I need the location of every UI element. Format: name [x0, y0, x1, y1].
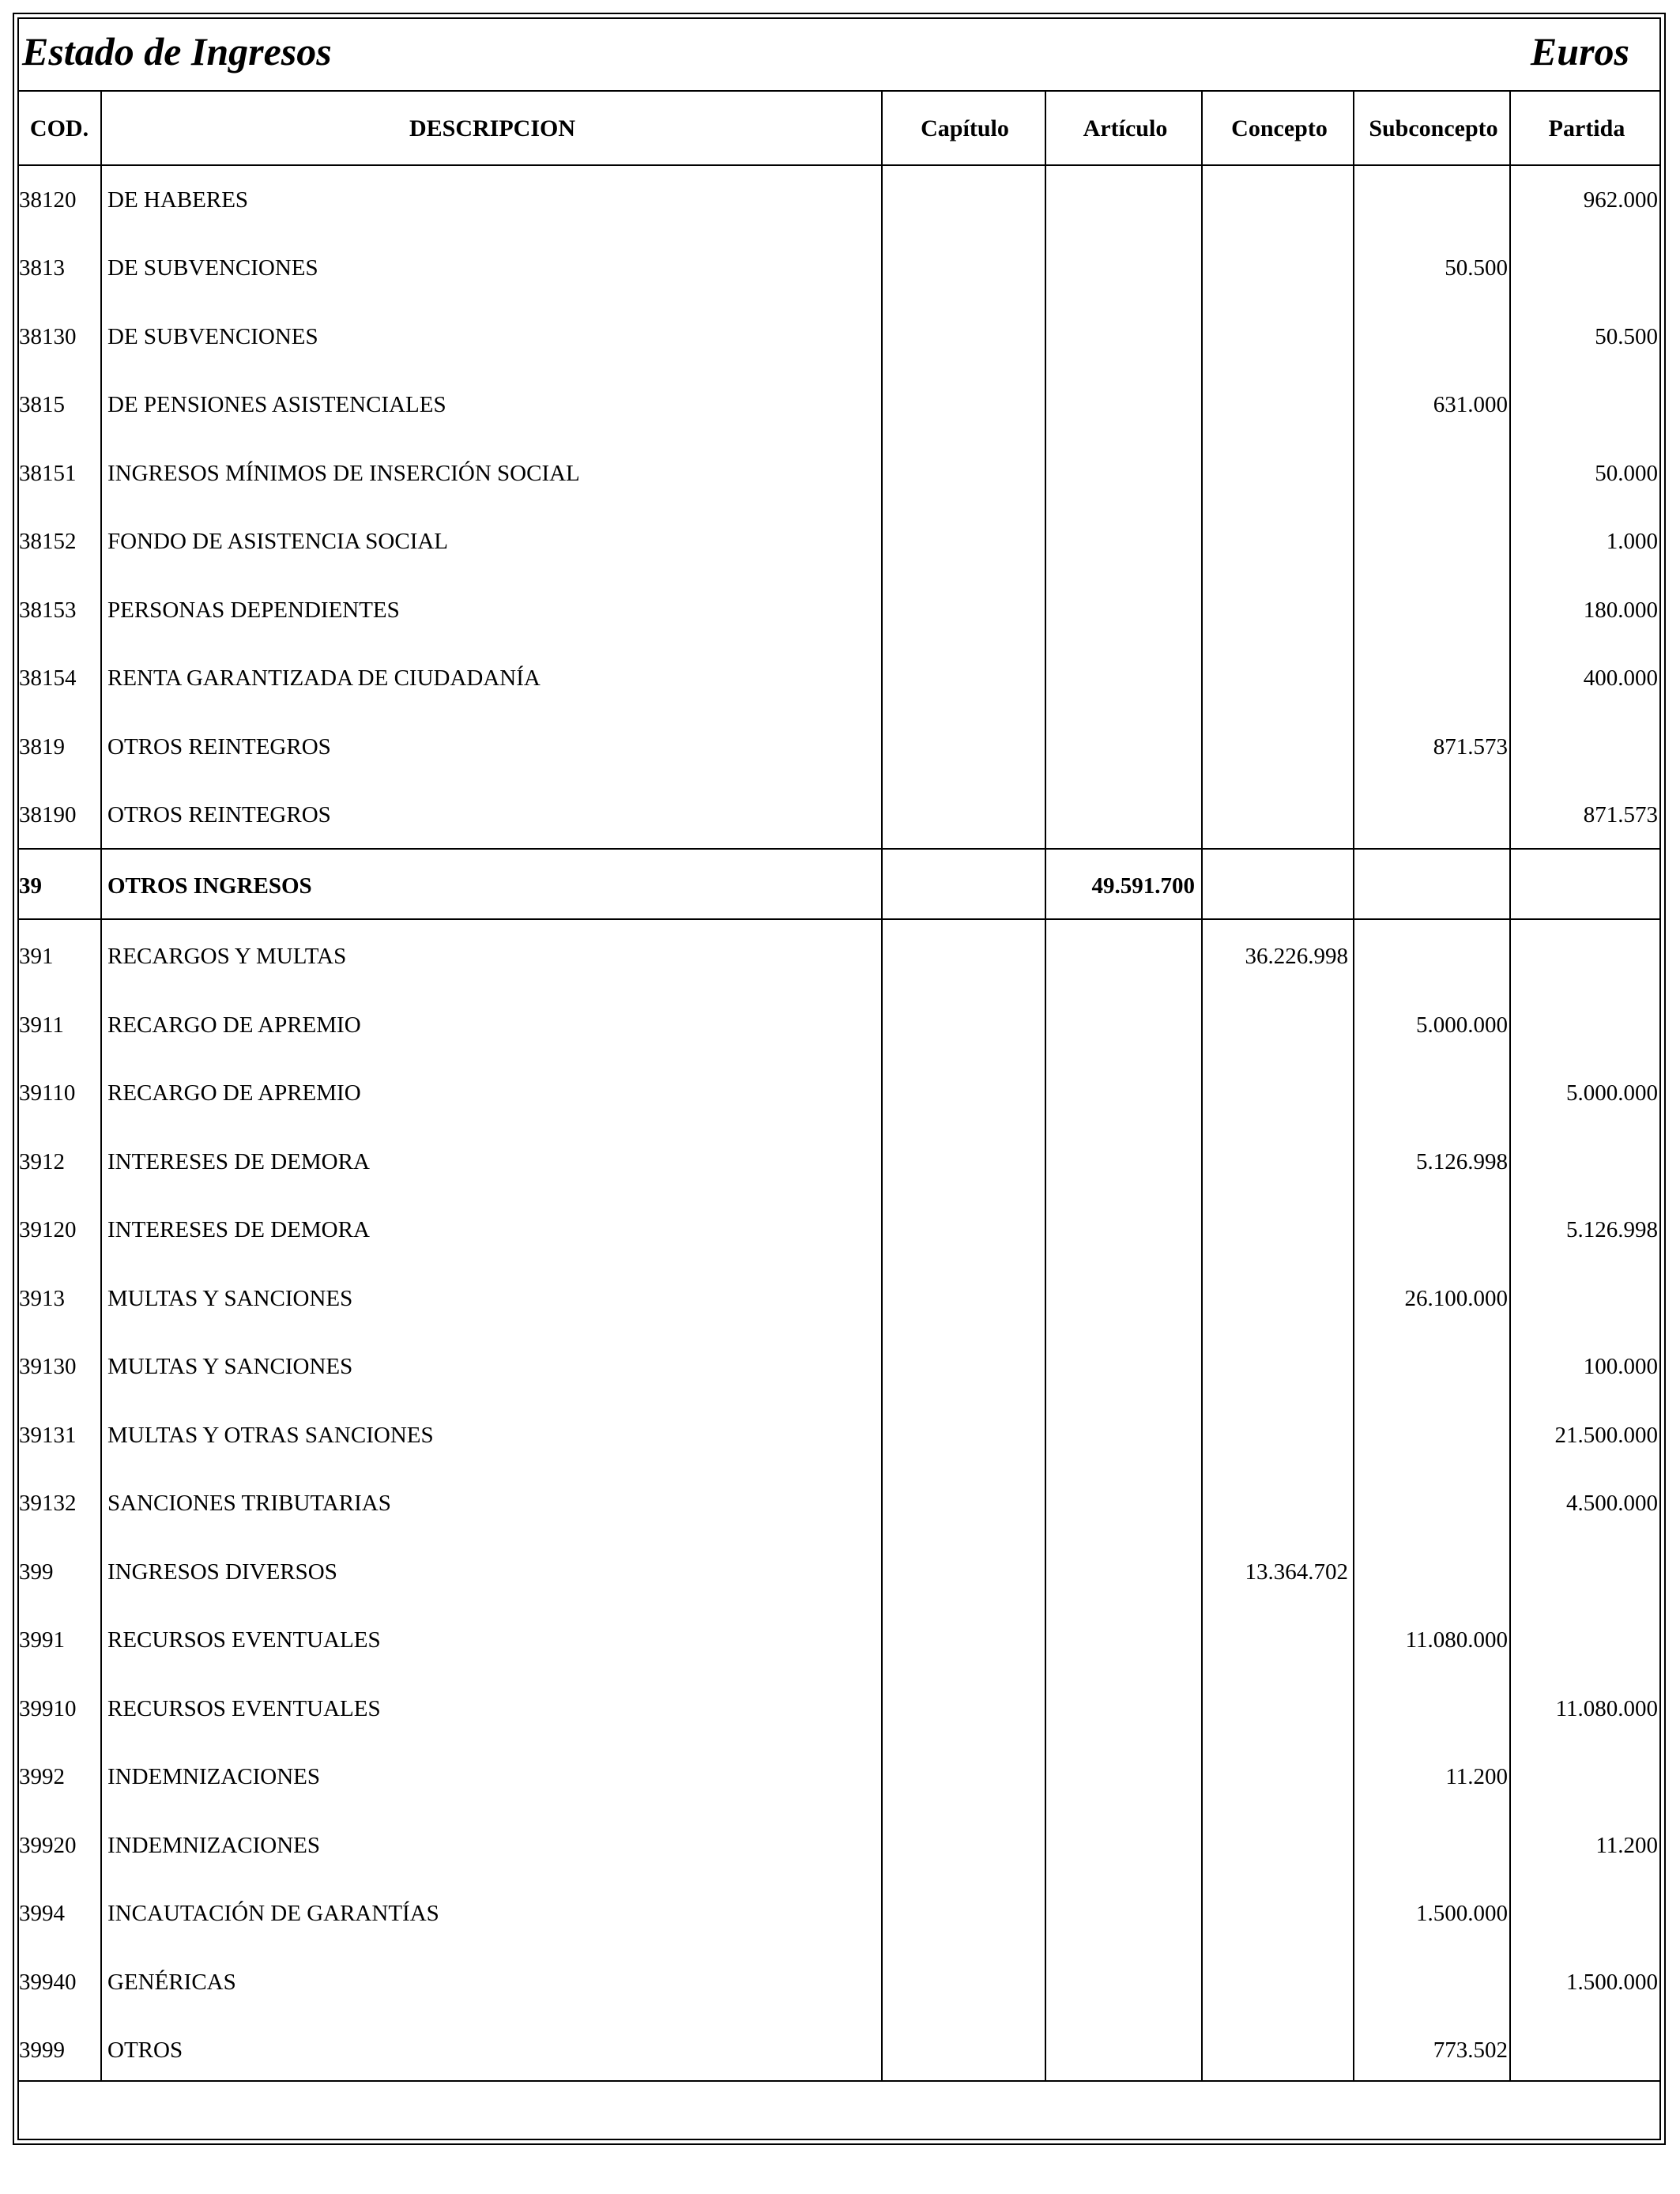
cell-subconcepto [1356, 1197, 1508, 1265]
cell-concepto [1204, 1744, 1348, 1811]
cell-concepto [1204, 1607, 1348, 1675]
cell-description: MULTAS Y SANCIONES [107, 1354, 353, 1379]
table-row [0, 303, 1680, 371]
cell-articulo [1048, 782, 1195, 850]
cell-articulo [1048, 923, 1195, 991]
cell-code: 399 [19, 1559, 54, 1585]
cell-capitulo [883, 645, 1042, 713]
cell-partida: 5.000.000 [1566, 1080, 1658, 1106]
cell-code: 3912 [19, 1148, 65, 1174]
cell-code: 3813 [19, 255, 65, 281]
table-row [0, 1197, 1680, 1265]
cell-subconcepto [1356, 1811, 1508, 1879]
cell-description: RECARGO DE APREMIO [107, 1080, 361, 1106]
cell-description: INDEMNIZACIONES [107, 1832, 321, 1858]
cell-partida: 11.200 [1595, 1832, 1658, 1858]
cell-articulo [1048, 1401, 1195, 1469]
cell-subconcepto [1356, 852, 1508, 920]
cell-subconcepto: 26.100.000 [1404, 1285, 1508, 1311]
cell-subconcepto [1356, 1401, 1508, 1469]
cell-capitulo [883, 2017, 1042, 2085]
cell-partida [1516, 371, 1658, 439]
cell-subconcepto [1356, 1675, 1508, 1743]
table-row [0, 852, 1680, 920]
cell-description: RECARGO DE APREMIO [107, 1012, 361, 1038]
cell-concepto [1204, 991, 1348, 1059]
table-row [0, 235, 1680, 303]
cell-description: FONDO DE ASISTENCIA SOCIAL [107, 529, 449, 554]
cell-description: INCAUTACIÓN DE GARANTÍAS [107, 1901, 439, 1926]
cell-code: 38152 [19, 529, 77, 554]
column-header-concepto: Concepto [1231, 115, 1328, 141]
cell-articulo [1048, 1607, 1195, 1675]
table-row [0, 1128, 1680, 1196]
cell-articulo [1048, 1333, 1195, 1401]
cell-concepto [1204, 1128, 1348, 1196]
cell-partida: 871.573 [1583, 802, 1658, 827]
table-row [0, 508, 1680, 576]
cell-description: INGRESOS DIVERSOS [107, 1559, 337, 1585]
cell-concepto [1204, 576, 1348, 644]
cell-capitulo [883, 782, 1042, 850]
cell-concepto [1204, 166, 1348, 234]
cell-partida: 100.000 [1583, 1354, 1658, 1379]
cell-articulo [1048, 166, 1195, 234]
cell-subconcepto [1356, 645, 1508, 713]
table-row [0, 576, 1680, 644]
cell-description: DE HABERES [107, 187, 249, 213]
cell-partida [1516, 923, 1658, 991]
cell-partida: 50.000 [1595, 460, 1658, 486]
cell-articulo [1048, 439, 1195, 507]
cell-subconcepto [1356, 1538, 1508, 1606]
cell-concepto: 36.226.998 [1245, 944, 1348, 969]
table-row [0, 1470, 1680, 1538]
cell-partida [1516, 852, 1658, 920]
cell-subconcepto [1356, 576, 1508, 644]
cell-description: DE SUBVENCIONES [107, 255, 318, 281]
cell-code: 39130 [19, 1354, 77, 1379]
cell-capitulo [883, 713, 1042, 781]
table-row [0, 371, 1680, 439]
cell-subconcepto: 871.573 [1433, 733, 1508, 760]
cell-concepto [1204, 1197, 1348, 1265]
cell-code: 38153 [19, 597, 77, 623]
table-row [0, 645, 1680, 713]
cell-capitulo [883, 1333, 1042, 1401]
table-row [0, 1607, 1680, 1675]
table-row [0, 1811, 1680, 1879]
cell-description: OTROS REINTEGROS [107, 802, 331, 827]
cell-description: DE SUBVENCIONES [107, 323, 318, 349]
cell-capitulo [883, 576, 1042, 644]
cell-description: MULTAS Y OTRAS SANCIONES [107, 1422, 434, 1448]
cell-concepto [1204, 1333, 1348, 1401]
cell-partida: 180.000 [1583, 597, 1658, 623]
column-header-articulo: Artículo [1083, 115, 1168, 141]
cell-concepto [1204, 1470, 1348, 1538]
cell-capitulo [883, 852, 1042, 920]
cell-concepto [1204, 782, 1348, 850]
cell-capitulo [883, 1401, 1042, 1469]
cell-subconcepto: 5.126.998 [1416, 1148, 1508, 1174]
cell-concepto [1204, 2017, 1348, 2085]
table-row [0, 782, 1680, 850]
column-header-capitulo: Capítulo [921, 115, 1009, 141]
cell-articulo [1048, 1265, 1195, 1333]
cell-articulo [1048, 991, 1195, 1059]
cell-description: INTERESES DE DEMORA [107, 1148, 370, 1174]
cell-articulo [1048, 235, 1195, 303]
currency-label: Euros [1530, 29, 1629, 74]
cell-capitulo [883, 1948, 1042, 2016]
cell-subconcepto [1356, 1060, 1508, 1128]
cell-concepto [1204, 439, 1348, 507]
cell-concepto [1204, 1060, 1348, 1128]
cell-articulo [1048, 1744, 1195, 1811]
cell-code: 391 [19, 944, 54, 969]
cell-subconcepto [1356, 166, 1508, 234]
cell-partida [1516, 713, 1658, 781]
cell-concepto [1204, 1401, 1348, 1469]
cell-capitulo [883, 1880, 1042, 1948]
cell-code: 39132 [19, 1491, 77, 1516]
cell-subconcepto: 11.080.000 [1405, 1627, 1508, 1653]
cell-code: 3819 [19, 733, 65, 760]
cell-capitulo [883, 1607, 1042, 1675]
cell-subconcepto: 773.502 [1433, 2038, 1508, 2063]
cell-description: RECURSOS EVENTUALES [107, 1695, 381, 1721]
cell-description: RENTA GARANTIZADA DE CIUDADANÍA [107, 665, 541, 691]
cell-partida: 21.500.000 [1554, 1422, 1658, 1448]
cell-description: INGRESOS MÍNIMOS DE INSERCIÓN SOCIAL [107, 460, 580, 486]
cell-description: OTROS REINTEGROS [107, 733, 331, 760]
cell-code: 39110 [19, 1080, 76, 1106]
cell-articulo [1048, 576, 1195, 644]
cell-concepto [1204, 1265, 1348, 1333]
table-row [0, 166, 1680, 234]
cell-capitulo [883, 1811, 1042, 1879]
cell-partida: 5.126.998 [1566, 1217, 1658, 1242]
table-row [0, 1265, 1680, 1333]
table-row [0, 1880, 1680, 1948]
cell-partida [1516, 991, 1658, 1059]
table-row [0, 1538, 1680, 1606]
cell-articulo [1048, 1060, 1195, 1128]
cell-partida: 50.500 [1595, 323, 1658, 349]
cell-concepto: 13.364.702 [1245, 1559, 1348, 1585]
cell-subconcepto [1356, 439, 1508, 507]
cell-articulo [1048, 713, 1195, 781]
cell-articulo [1048, 1675, 1195, 1743]
cell-concepto [1204, 303, 1348, 371]
cell-code: 3999 [19, 2038, 65, 2063]
cell-articulo [1048, 2017, 1195, 2085]
cell-partida: 400.000 [1583, 665, 1658, 691]
cell-partida [1516, 1607, 1658, 1675]
cell-partida: 4.500.000 [1566, 1491, 1658, 1516]
cell-capitulo [883, 439, 1042, 507]
cell-capitulo [883, 1675, 1042, 1743]
cell-concepto [1204, 1880, 1348, 1948]
cell-capitulo [883, 1197, 1042, 1265]
cell-concepto [1204, 1811, 1348, 1879]
cell-subconcepto [1356, 1333, 1508, 1401]
table-row [0, 2017, 1680, 2085]
cell-concepto [1204, 852, 1348, 920]
cell-partida [1516, 1265, 1658, 1333]
cell-capitulo [883, 1265, 1042, 1333]
cell-articulo [1048, 1811, 1195, 1879]
cell-code: 3994 [19, 1901, 65, 1926]
cell-articulo [1048, 1128, 1195, 1196]
cell-code: 39920 [19, 1832, 77, 1858]
cell-capitulo [883, 166, 1042, 234]
cell-subconcepto [1356, 303, 1508, 371]
cell-concepto [1204, 371, 1348, 439]
page-title: Estado de Ingresos [22, 29, 332, 74]
cell-partida: 11.080.000 [1555, 1695, 1658, 1721]
cell-capitulo [883, 303, 1042, 371]
cell-description: RECURSOS EVENTUALES [107, 1627, 381, 1653]
cell-partida [1516, 235, 1658, 303]
cell-code: 3815 [19, 392, 65, 417]
cell-capitulo [883, 1470, 1042, 1538]
cell-capitulo [883, 1538, 1042, 1606]
cell-partida [1516, 1538, 1658, 1606]
table-row [0, 1401, 1680, 1469]
table-row [0, 1060, 1680, 1128]
title-bar [17, 17, 1661, 92]
cell-description: MULTAS Y SANCIONES [107, 1285, 353, 1311]
cell-description: PERSONAS DEPENDIENTES [107, 597, 400, 623]
cell-code: 3992 [19, 1764, 65, 1789]
column-header-code: COD. [29, 115, 89, 141]
cell-description: INDEMNIZACIONES [107, 1764, 321, 1789]
cell-code: 38190 [19, 802, 77, 827]
cell-description: INTERESES DE DEMORA [107, 1217, 370, 1242]
cell-description: RECARGOS Y MULTAS [107, 944, 347, 969]
cell-capitulo [883, 1744, 1042, 1811]
cell-subconcepto [1356, 1948, 1508, 2016]
cell-concepto [1204, 1948, 1348, 2016]
table-row [0, 991, 1680, 1059]
cell-description: DE PENSIONES ASISTENCIALES [107, 392, 446, 417]
cell-code: 39940 [19, 1969, 77, 1995]
cell-code: 3911 [19, 1012, 64, 1038]
cell-subconcepto: 631.000 [1433, 392, 1508, 417]
cell-subconcepto [1356, 782, 1508, 850]
cell-articulo [1048, 371, 1195, 439]
cell-concepto [1204, 508, 1348, 576]
cell-description: SANCIONES TRIBUTARIAS [107, 1491, 391, 1516]
cell-capitulo [883, 508, 1042, 576]
cell-code: 3913 [19, 1285, 65, 1311]
cell-code: 3991 [19, 1627, 65, 1653]
cell-articulo [1048, 1197, 1195, 1265]
table-row [0, 713, 1680, 781]
cell-partida [1516, 1128, 1658, 1196]
cell-code: 38130 [19, 323, 77, 349]
cell-capitulo [883, 1128, 1042, 1196]
cell-articulo [1048, 508, 1195, 576]
cell-code: 39131 [19, 1422, 77, 1448]
cell-subconcepto [1356, 508, 1508, 576]
cell-partida: 962.000 [1583, 187, 1658, 213]
cell-partida: 1.500.000 [1566, 1969, 1658, 1995]
cell-capitulo [883, 923, 1042, 991]
cell-concepto [1204, 1675, 1348, 1743]
cell-code: 39120 [19, 1217, 77, 1242]
cell-articulo [1048, 1470, 1195, 1538]
cell-capitulo [883, 1060, 1042, 1128]
cell-subconcepto: 50.500 [1445, 255, 1508, 281]
cell-articulo [1048, 1538, 1195, 1606]
column-header-description: DESCRIPCION [409, 115, 576, 141]
cell-description: OTROS [107, 2038, 183, 2063]
table-row [0, 439, 1680, 507]
cell-subconcepto: 11.200 [1445, 1764, 1508, 1789]
table-row [0, 1333, 1680, 1401]
cell-articulo [1048, 1880, 1195, 1948]
cell-code: 38154 [19, 665, 77, 691]
cell-subconcepto [1356, 1470, 1508, 1538]
table-row [0, 1675, 1680, 1743]
cell-code: 38151 [19, 460, 77, 486]
cell-subconcepto: 1.500.000 [1416, 1901, 1508, 1926]
cell-articulo: 49.591.700 [1091, 873, 1195, 899]
cell-partida [1516, 2017, 1658, 2085]
cell-capitulo [883, 991, 1042, 1059]
table-row [0, 1744, 1680, 1811]
cell-subconcepto: 5.000.000 [1416, 1012, 1508, 1038]
cell-description: OTROS INGRESOS [107, 873, 312, 899]
cell-capitulo [883, 235, 1042, 303]
cell-code: 39 [19, 873, 42, 899]
cell-capitulo [883, 371, 1042, 439]
cell-partida [1516, 1744, 1658, 1811]
cell-concepto [1204, 235, 1348, 303]
cell-articulo [1048, 303, 1195, 371]
cell-code: 39910 [19, 1695, 77, 1721]
cell-articulo [1048, 645, 1195, 713]
column-header-subconcepto: Subconcepto [1369, 115, 1498, 141]
cell-description: GENÉRICAS [107, 1969, 236, 1995]
cell-concepto [1204, 713, 1348, 781]
cell-code: 38120 [19, 187, 77, 213]
cell-partida [1516, 1880, 1658, 1948]
cell-articulo [1048, 1948, 1195, 2016]
cell-partida: 1.000 [1606, 529, 1658, 554]
cell-subconcepto [1356, 923, 1508, 991]
table-row [0, 923, 1680, 991]
cell-concepto [1204, 645, 1348, 713]
column-header-partida: Partida [1548, 115, 1625, 141]
table-row [0, 1948, 1680, 2016]
